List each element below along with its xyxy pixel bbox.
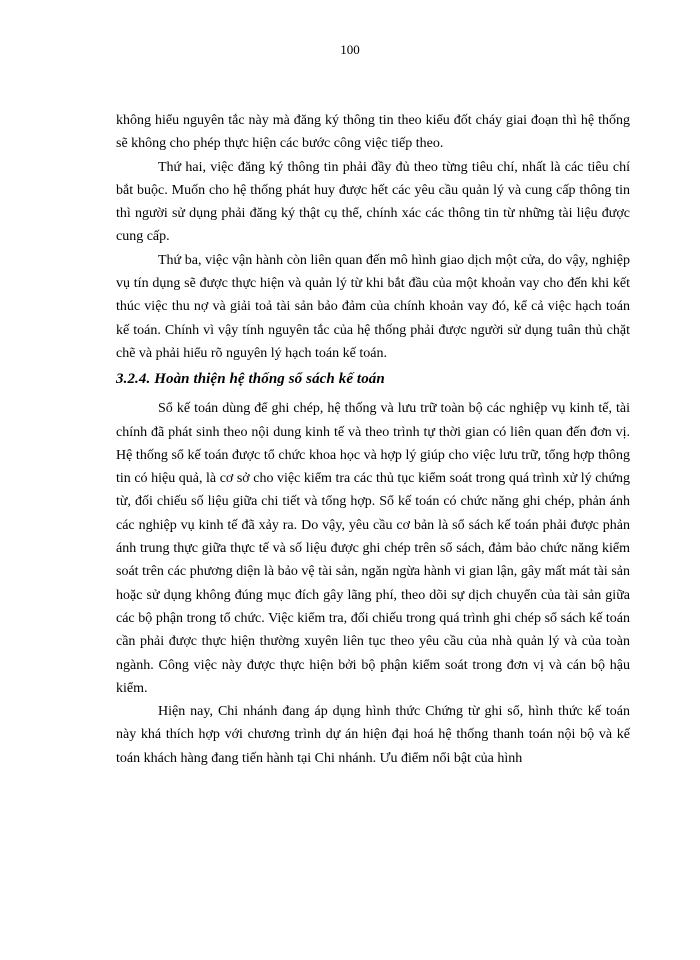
page-number: 100 [340, 42, 360, 57]
paragraph: Sổ kế toán dùng để ghi chép, hệ thống và lưu trữ toàn bộ các nghiệp vụ kinh tế, tài chính đã phát sinh theo nội dung kinh tế và theo trình tự thời gian có liên quan đến đơn vị. Hệ thống sổ kế toán được tổ chức khoa học và hợp lý giúp cho việc lưu trữ, tổng hợp thông tin có hiệu quả, là cơ sở cho việc kiểm tra các thủ tục kiểm soát trong quá trình xử lý chứng từ, đối chiếu số liệu giữa chi tiết và tổng hợp. Sổ kế toán có chức năng ghi chép, phản ánh các nghiệp vụ kinh tế đã xảy ra. Do vậy, yêu cầu cơ bản là sổ sách kế toán phải được phản ánh trung thực giữa thực tế và số liệu được ghi chép trên sổ sách, đảm bảo chức năng kiểm soát trên các phương diện là bảo vệ tài sản, ngăn ngừa hành vi gian lận, gây mất mát tài sản hoặc sử dụng không đúng mục đích gây lãng phí, theo dõi sự dịch chuyển của tài sản giữa các bộ phận trong tổ chức. Việc kiểm tra, đối chiếu trong quá trình ghi chép sổ sách kế toán cần phải được thực hiện thường xuyên liên tục theo yêu cầu của nhà quản lý và của toàn ngành. Công việc này được thực hiện bởi bộ phận kiểm soát trong đơn vị và cán bộ hậu kiểm. [116, 401, 630, 696]
paragraph: Thứ ba, việc vận hành còn liên quan đến mô hình giao dịch một cửa, do vậy, nghiệp vụ tín dụng sẽ được thực hiện và quản lý từ khi bắt đầu của một khoản vay cho đến khi kết thúc việc thu nợ và giải toả tài sản bảo đảm của chính khoản vay đó, kể cả việc hạch toán kế toán. Chính vì vậy tính nguyên tắc của hệ thống phải được người sử dụng tuân thủ chặt chẽ và phải hiểu rõ nguyên lý hạch toán kế toán. [116, 252, 630, 361]
paragraph: không hiểu nguyên tắc này mà đăng ký thông tin theo kiểu đốt cháy giai đoạn thì hệ thống sẽ không cho phép thực hiện các bước công việc tiếp theo. [116, 113, 630, 152]
paragraph: Thứ hai, việc đăng ký thông tin phải đầy đủ theo từng tiêu chí, nhất là các tiêu chí bắt buộc. Muốn cho hệ thống phát huy được hết các yêu cầu quản lý và cung cấp thông tin thì người sử dụng phải đăng ký thật cụ thể, chính xác các thông tin từ những tài liệu được cung cấp. [116, 159, 630, 245]
document-body [116, 109, 630, 770]
paragraph: Hiện nay, Chi nhánh đang áp dụng hình thức Chứng từ ghi sổ, hình thức kế toán này khá thích hợp với chương trình dự án hiện đại hoá hệ thống thanh toán nội bộ và kế toán khách hàng đang tiến hành tại Chi nhánh. Ưu điểm nổi bật của hình [116, 704, 630, 766]
section-heading: 3.2.4. Hoàn thiện hệ thống sổ sách kế toán [116, 371, 385, 388]
